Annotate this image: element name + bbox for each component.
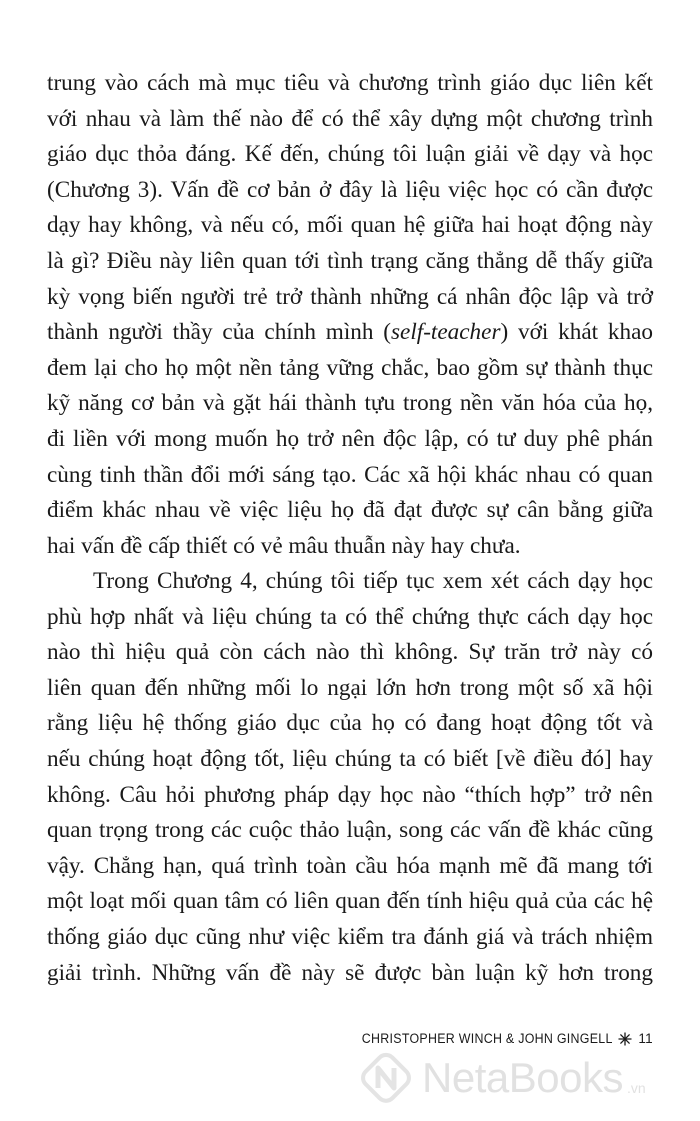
paragraph-1 [47, 66, 653, 564]
text-line: Trong Chương 4, chúng tôi tiếp tục xem xét cách dạy học [93, 568, 653, 594]
watermark [358, 1048, 646, 1108]
text-line: nào thì hiệu quả còn cách nào thì không. Sự trăn trở này có [47, 639, 653, 666]
text-line: rằng liệu hệ thống giáo dục của họ có đang hoạt động tốt và [47, 710, 653, 737]
text-line: kỳ vọng biến người trẻ trở thành những cá nhân độc lập và trở [47, 283, 653, 310]
text-line: dạy hay không, và nếu có, mối quan hệ giữa hai hoạt động này [47, 212, 653, 239]
netabooks-logo-icon [358, 1050, 414, 1106]
text-line: hai vấn đề cấp thiết có vẻ mâu thuẫn này hay chưa. [47, 532, 521, 559]
text-line: nếu chúng hoạt động tốt, liệu chúng ta có biết [về điều đó] hay [47, 745, 653, 772]
text-line: thống giáo dục cũng như việc kiểm tra đánh giá và trách nhiệm [47, 923, 653, 950]
text-line: đi liền với mong muốn họ trở nên độc lập, có tư duy phê phán [47, 425, 653, 452]
text-line: không. Câu hỏi phương pháp dạy học nào “thích hợp” trở nên [47, 781, 653, 808]
running-footer [340, 1031, 653, 1046]
text-line: (Chương 3). Vấn đề cơ bản ở đây là liệu việc học có cần được [47, 176, 653, 203]
text-line: đem lại cho họ một nền tảng vững chắc, bao gồm sự thành thục [47, 354, 653, 381]
text-line: điểm khác nhau về việc liệu họ đã đạt được sự cân bằng giữa [47, 497, 653, 524]
text-line: là gì? Điều này liên quan tới tình trạng căng thẳng dễ thấy giữa [47, 247, 653, 274]
watermark-suffix: .vn [626, 1080, 646, 1096]
text-line: cùng tinh thần đổi mới sáng tạo. Các xã hội khác nhau có quan [47, 461, 653, 488]
footer-authors: CHRISTOPHER WINCH & JOHN GINGELL [361, 1031, 613, 1046]
text-line: liên quan đến những mối lo ngại lớn hơn trong một số xã hội [47, 674, 653, 701]
text-line: giáo dục thỏa đáng. Kế đến, chúng tôi luận giải về dạy và học [47, 141, 653, 168]
page-number: 11 [638, 1031, 653, 1046]
asterisk-icon [618, 1032, 632, 1046]
text-line-with-italic: thành người thầy của chính mình (self-teacher) với khát khao [47, 319, 653, 346]
text-line: trung vào cách mà mục tiêu và chương trình giáo dục liên kết [47, 70, 653, 96]
italic-term: self-teacher [391, 319, 501, 346]
text-line: vậy. Chẳng hạn, quá trình toàn cầu hóa mạnh mẽ đã mang tới [47, 852, 653, 879]
text-line: với nhau và làm thế nào để có thể xây dựng một chương trình [47, 105, 653, 132]
text-line: giải trình. Những vấn đề này sẽ được bàn luận kỹ hơn trong [47, 959, 653, 986]
text-line: kỹ năng cơ bản và gặt hái thành tựu trong nền văn hóa của họ, [47, 390, 653, 417]
watermark-brand: NetaBooks [422, 1054, 623, 1101]
text-line: phù hợp nhất và liệu chúng ta có thể chứng thực cách dạy học [47, 603, 653, 630]
text-line: quan trọng trong các cuộc thảo luận, song các vấn đề khác cũng [47, 817, 653, 844]
text-line: một loạt mối quan tâm có liên quan đến tính hiệu quả của các hệ [47, 888, 653, 915]
paragraph-2 [47, 564, 653, 991]
